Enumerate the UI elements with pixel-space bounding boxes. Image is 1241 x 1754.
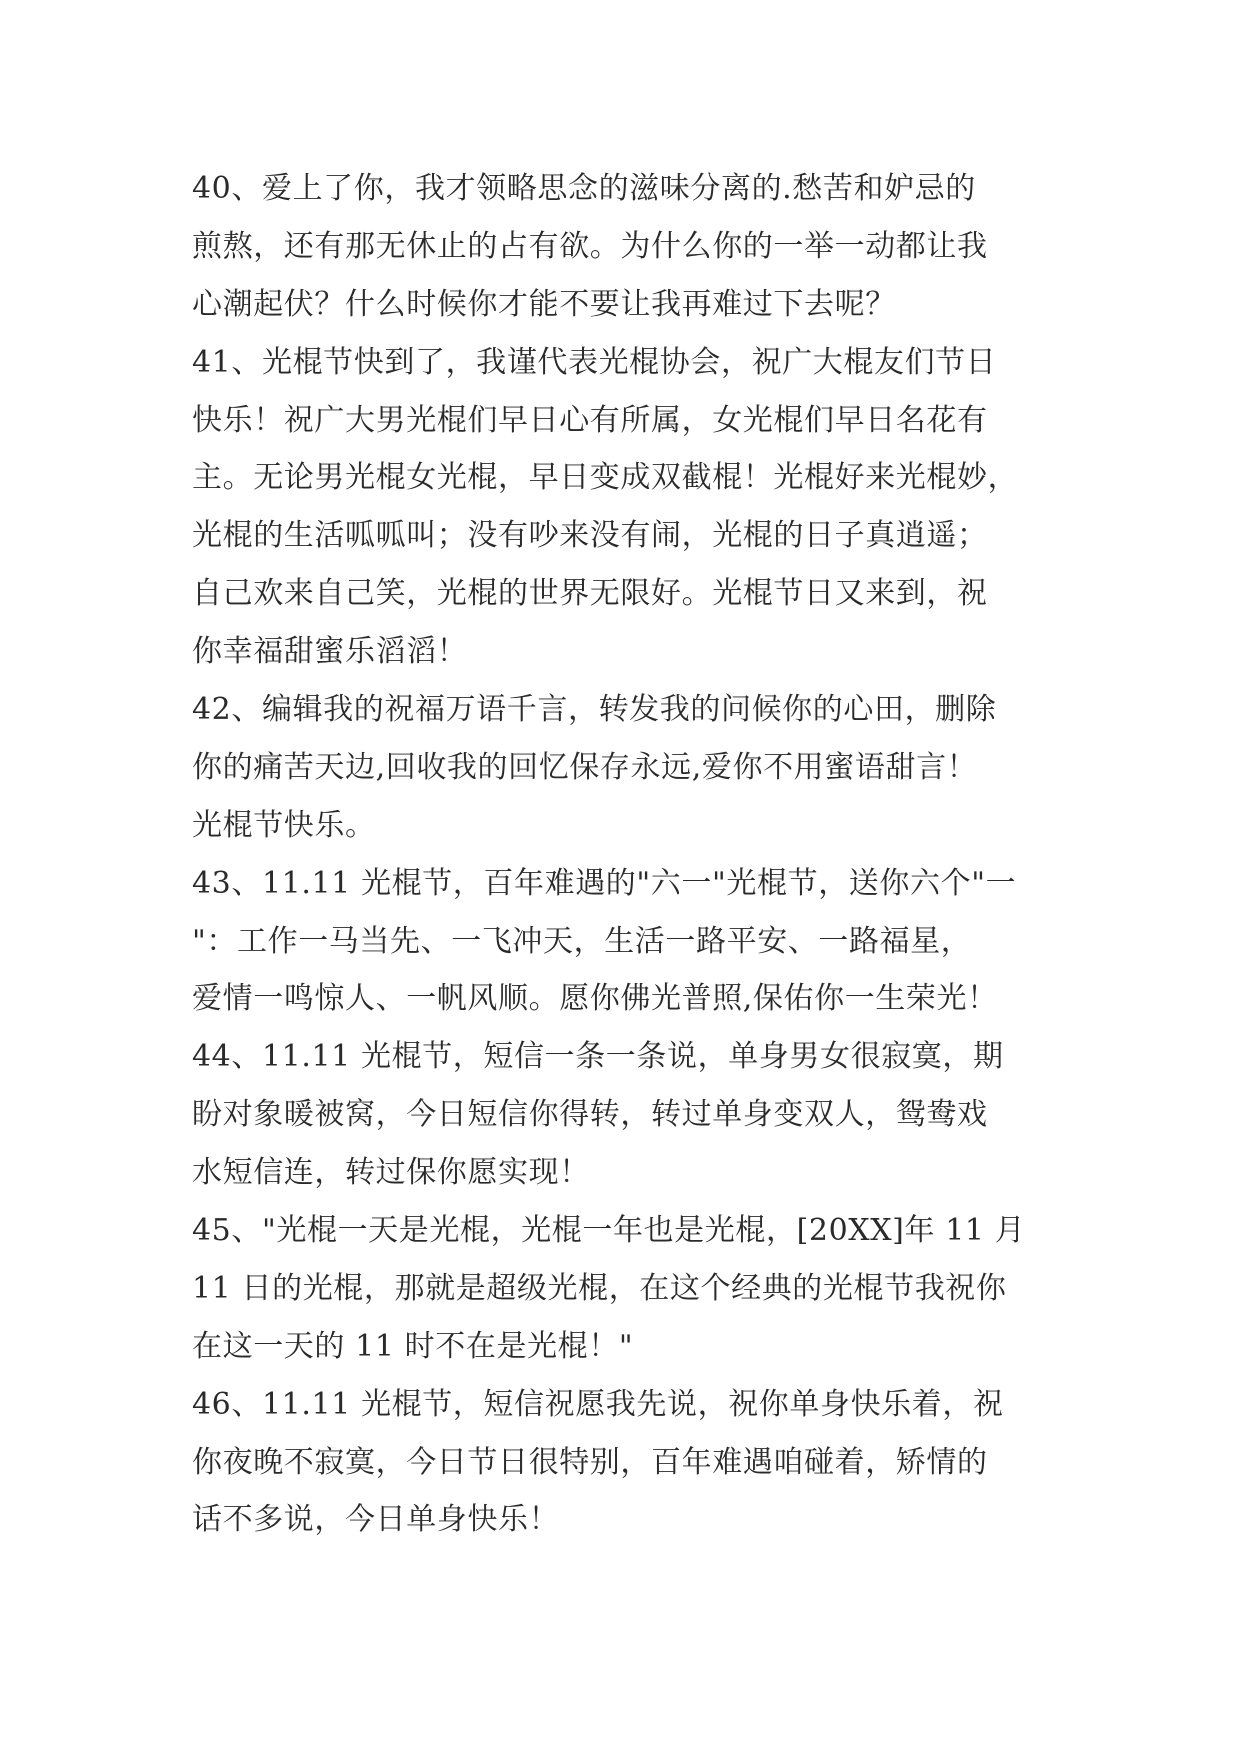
- text-line: 光棍的生活呱呱叫；没有吵来没有闹，光棍的日子真逍遥；: [192, 518, 988, 554]
- text-line: 42、编辑我的祝福万语千言，转发我的问候你的心田，删除: [192, 692, 997, 728]
- text-line: 45、"光棍一天是光棍，光棍一年也是光棍，[20XX]年 11 月: [192, 1213, 1026, 1249]
- text-line: 11 日的光棍，那就是超级光棍，在这个经典的光棍节我祝你: [192, 1270, 1007, 1306]
- text-line: 你夜晚不寂寞，今日节日很特别，百年难遇咱碰着，矫情的: [192, 1444, 988, 1480]
- text-line: 自己欢来自己笑，光棍的世界无限好。光棍节日又来到，祝: [192, 576, 988, 612]
- text-line: 快乐！祝广大男光棍们早日心有所属，女光棍们早日名花有: [192, 402, 988, 438]
- text-line: 煎熬，还有那无休止的占有欲。为什么你的一举一动都让我: [192, 228, 988, 264]
- text-line: 41、光棍节快到了，我谨代表光棍协会，祝广大棍友们节日: [192, 344, 997, 380]
- text-line: 44、11.11 光棍节，短信一条一条说，单身男女很寂寞，期: [192, 1039, 1004, 1075]
- text-line: 40、爱上了你，我才领略思念的滋味分离的.愁苦和妒忌的: [192, 171, 976, 206]
- text-line: 光棍节快乐。: [192, 807, 376, 843]
- text-line: 爱情一鸣惊人、一帆风顺。愿你佛光普照,保佑你一生荣光！: [192, 981, 998, 1017]
- text-line: 盼对象暖被窝，今日短信你得转，转过单身变双人，鸳鸯戏: [192, 1097, 988, 1133]
- text-line: 话不多说，今日单身快乐！: [192, 1502, 560, 1538]
- text-line: 你幸福甜蜜乐滔滔！: [192, 634, 468, 670]
- text-line: "：工作一马当先、一飞冲天，生活一路平安、一路福星，: [192, 923, 972, 959]
- text-line: 你的痛苦天边,回收我的回忆保存永远,爱你不用蜜语甜言！: [192, 749, 978, 785]
- text-line: 水短信连，转过保你愿实现！: [192, 1155, 590, 1191]
- text-line: 在这一天的 11 时不在是光棍！": [192, 1328, 634, 1364]
- text-line: 46、11.11 光棍节，短信祝愿我先说，祝你单身快乐着，祝: [192, 1386, 1004, 1422]
- text-line: 43、11.11 光棍节，百年难遇的"六一"光棍节，送你六个"一: [192, 865, 1017, 901]
- text-line: 心潮起伏？什么时候你才能不要让我再难过下去呢？: [192, 286, 896, 322]
- text-line: 主。无论男光棍女光棍，早日变成双截棍！光棍好来光棍妙，: [192, 460, 1019, 496]
- document-body: [192, 160, 1052, 1549]
